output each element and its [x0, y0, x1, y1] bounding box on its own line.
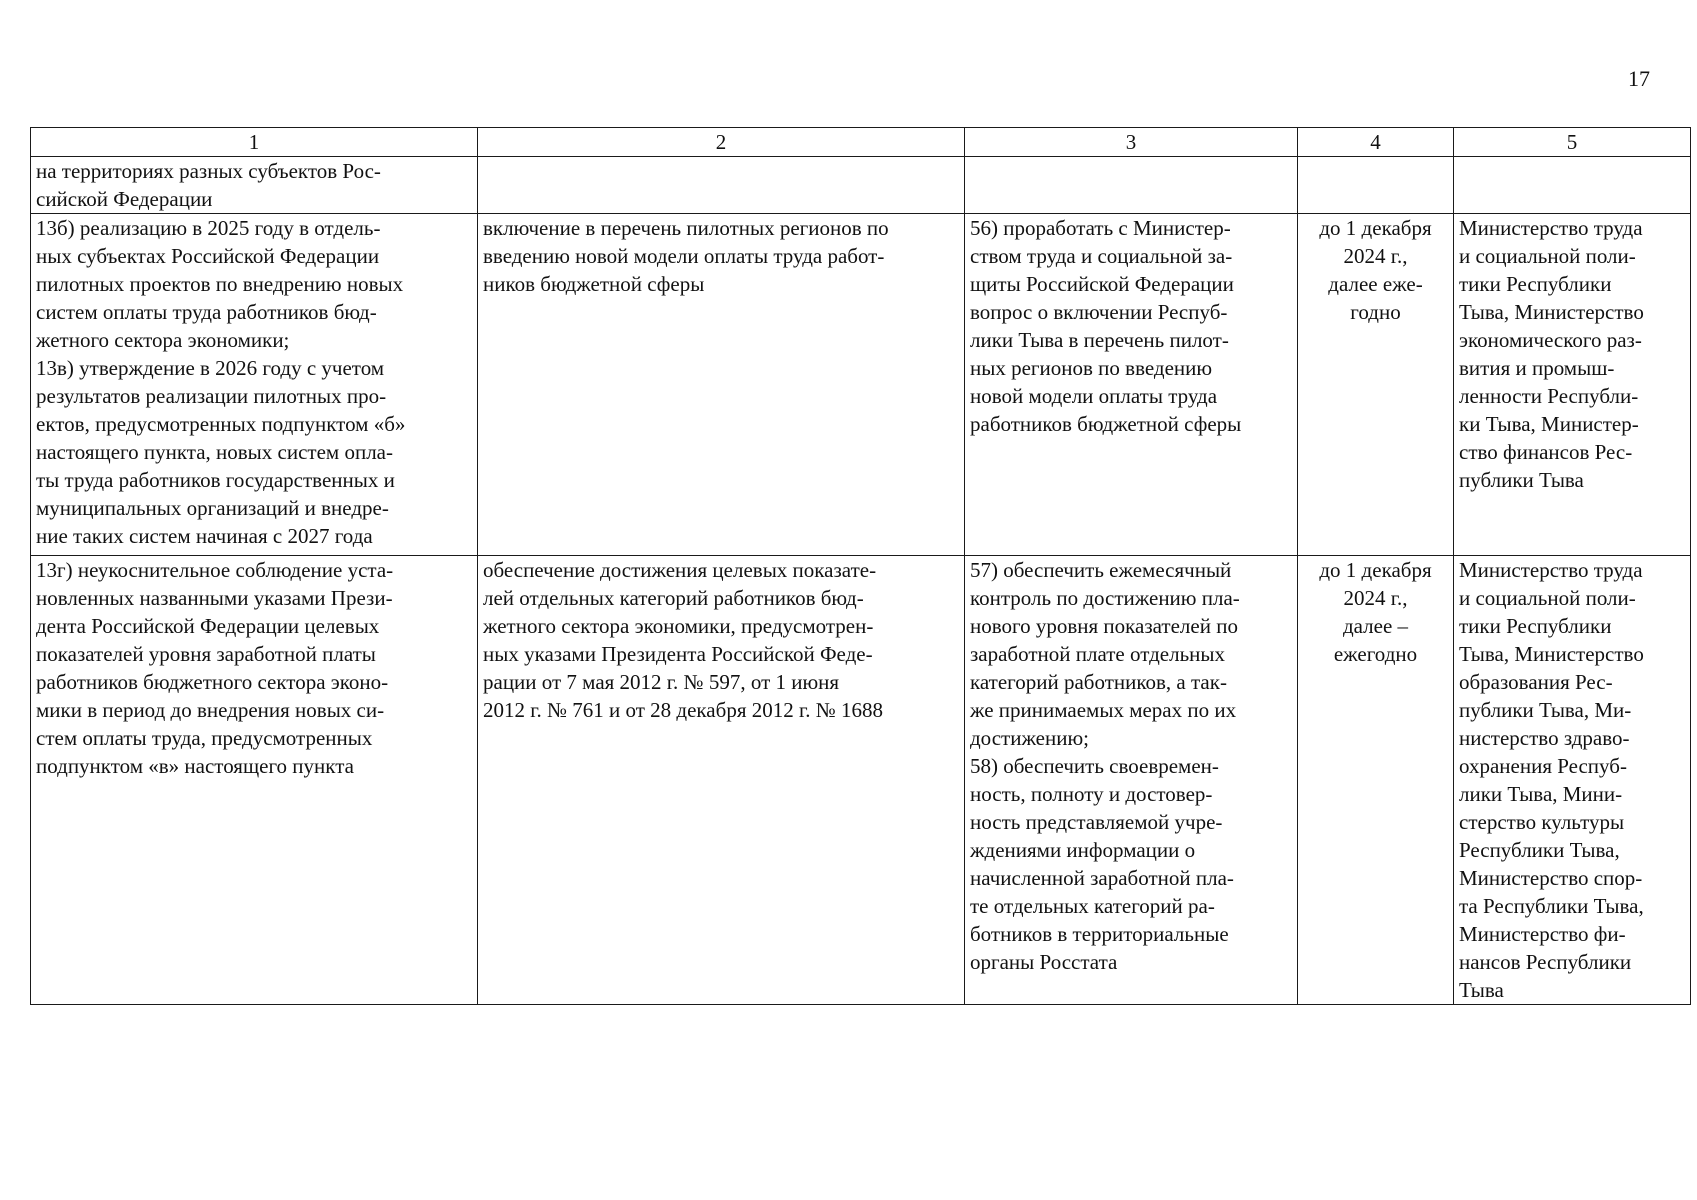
column-number-3: 3: [965, 128, 1298, 157]
table-cell: [1298, 157, 1454, 214]
responsible-cell: Министерство труда и социальной поли- тики Республики Тыва, Министерство экономического раз- вития и промыш- ленности Республи- ки Тыва, Министер- ство финансов Рес- публики Тыва: [1454, 214, 1691, 556]
deadline-cell: до 1 декабря 2024 г., далее – ежегодно: [1298, 556, 1454, 1005]
table-header-row: [31, 128, 1691, 157]
table-cell: [1454, 157, 1691, 214]
column-number-5: 5: [1454, 128, 1691, 157]
table-cell: [478, 157, 965, 214]
table-cell: обеспечение достижения целевых показате- лей отдельных категорий работников бюд- жетного сектора экономики, предусмотрен- ных указами Президента Российской Феде- рации от 7 мая 2012 г. № 597, от 1 июня 2012 г. № 761 и от 28 декабря 2012 г. № 1688: [478, 556, 965, 1005]
table-cell: 56) проработать с Министер- ством труда и социальной за- щиты Российской Федерации вопрос о включении Респуб- лики Тыва в перечень пилот- ных регионов по введению новой модели оплаты труда работников бюджетной сферы: [965, 214, 1298, 556]
column-number-2: 2: [478, 128, 965, 157]
table-row: [31, 556, 1691, 1005]
deadline-cell: до 1 декабря 2024 г., далее еже- годно: [1298, 214, 1454, 556]
table-row: [31, 157, 1691, 214]
page-number: 17: [1628, 66, 1650, 91]
table-cell: на территориях разных субъектов Рос- сийской Федерации: [31, 157, 478, 214]
table-cell: [965, 157, 1298, 214]
measures-table: [30, 127, 1691, 1005]
table-cell: 13б) реализацию в 2025 году в отдель- ных субъектах Российской Федерации пилотных проектов по внедрению новых систем оплаты труда работников бюд- жетного сектора экономики; 13в) утверждение в 2026 году с учетом результатов реализации пилотных про- ектов, предусмотренных подпунктом «б» настоящего пункта, новых систем опла- ты труда работников государственных и муниципальных организаций и внедре- ние таких систем начиная с 2027 года: [31, 214, 478, 556]
table-cell: 13г) неукоснительное соблюдение уста- новленных названными указами Прези- дента Российской Федерации целевых показателей уровня заработной платы работников бюджетного сектора эконо- мики в период до внедрения новых си- стем оплаты труда, предусмотренных подпунктом «в» настоящего пункта: [31, 556, 478, 1005]
column-number-1: 1: [31, 128, 478, 157]
table-cell: включение в перечень пилотных регионов по введению новой модели оплаты труда работ- ников бюджетной сферы: [478, 214, 965, 556]
table-row: [31, 214, 1691, 556]
column-number-4: 4: [1298, 128, 1454, 157]
table-cell: 57) обеспечить ежемесячный контроль по достижению пла- нового уровня показателей по заработной плате отдельных категорий работников, а так- же принимаемых мерах по их достижению; 58) обеспечить своевремен- ность, полноту и достовер- ность представляемой учре- ждениями информации о начисленной заработной пла- те отдельных категорий ра- ботников в территориальные органы Росстата: [965, 556, 1298, 1005]
responsible-cell: Министерство труда и социальной поли- тики Республики Тыва, Министерство образования Рес- публики Тыва, Ми- нистерство здраво- охранения Респуб- лики Тыва, Мини- стерство культуры Республики Тыва, Министерство спор- та Республики Тыва, Министерство фи- нансов Республики Тыва: [1454, 556, 1691, 1005]
